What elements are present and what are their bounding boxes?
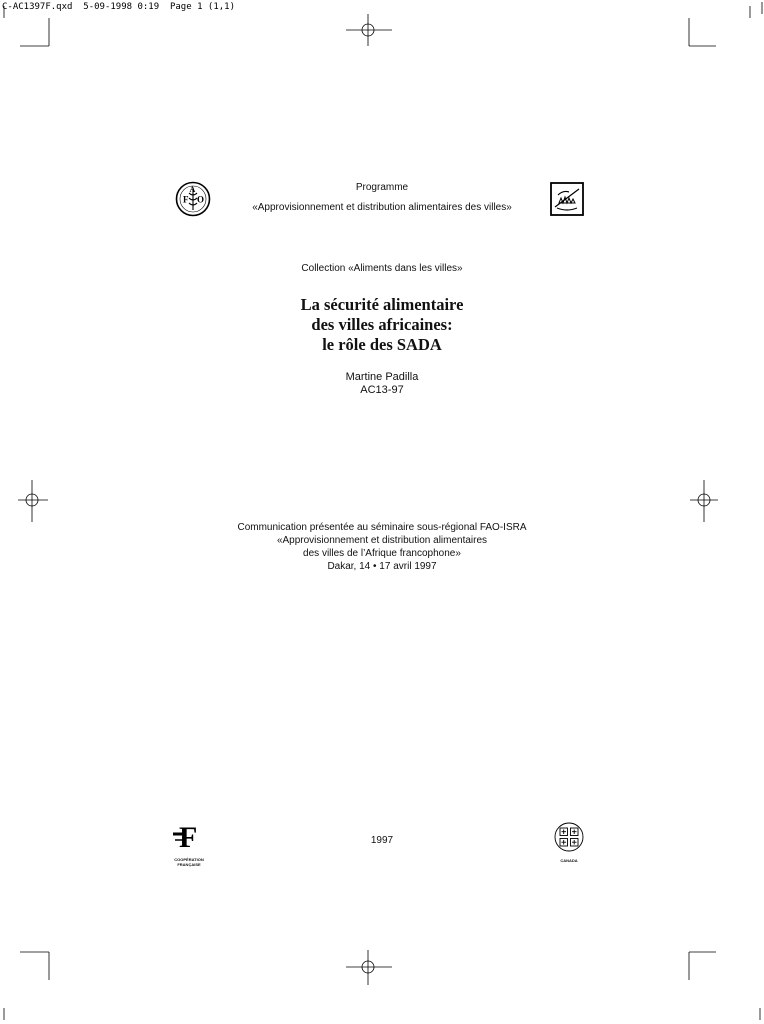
document-title (0, 295, 764, 355)
author-name: Martine Padilla (345, 371, 419, 383)
cooperation-letter: F (179, 821, 198, 852)
registration-mark-bottom (346, 950, 392, 985)
canada-caption: CANADA (560, 858, 578, 863)
collection-name: Collection «Aliments dans les villes» (301, 263, 463, 274)
programme-label: Programme (355, 182, 409, 193)
file-slug: C-AC1397F.qxd 5-09-1998 0:19 Page 1 (1,1) (2, 2, 235, 12)
publication-year: 1997 (370, 835, 394, 846)
fao-letter-a: A (189, 185, 196, 194)
registration-mark-right (690, 480, 718, 522)
communication-line: des villes de l’Afrique francophone» (303, 548, 461, 559)
canada-logo (553, 821, 585, 863)
fao-letter-f: F (183, 194, 189, 205)
title-line: des villes africaines: (311, 315, 453, 334)
cooperation-caption-line: FRANÇAISE (177, 862, 201, 867)
programme-name: «Approvisionnement et distribution alimentaires des villes» (252, 202, 512, 213)
fao-letter-o: O (197, 194, 205, 205)
title-line: le rôle des SADA (322, 335, 442, 354)
title-line: La sécurité alimentaire (300, 295, 464, 314)
communication-line: «Approvisionnement et distribution alimentaires (276, 535, 488, 546)
communication-note (0, 521, 764, 573)
communication-line: Communication présentée au séminaire sous-régional FAO-ISRA (237, 522, 527, 533)
cooperation-caption-line: COOPÉRATION (174, 857, 204, 862)
registration-mark-left (18, 480, 48, 522)
communication-line: Dakar, 14 • 17 avril 1997 (327, 561, 437, 572)
registration-mark-top (346, 14, 392, 46)
canada-emblem-icon (553, 821, 585, 853)
document-reference: AC13-97 (360, 384, 404, 396)
